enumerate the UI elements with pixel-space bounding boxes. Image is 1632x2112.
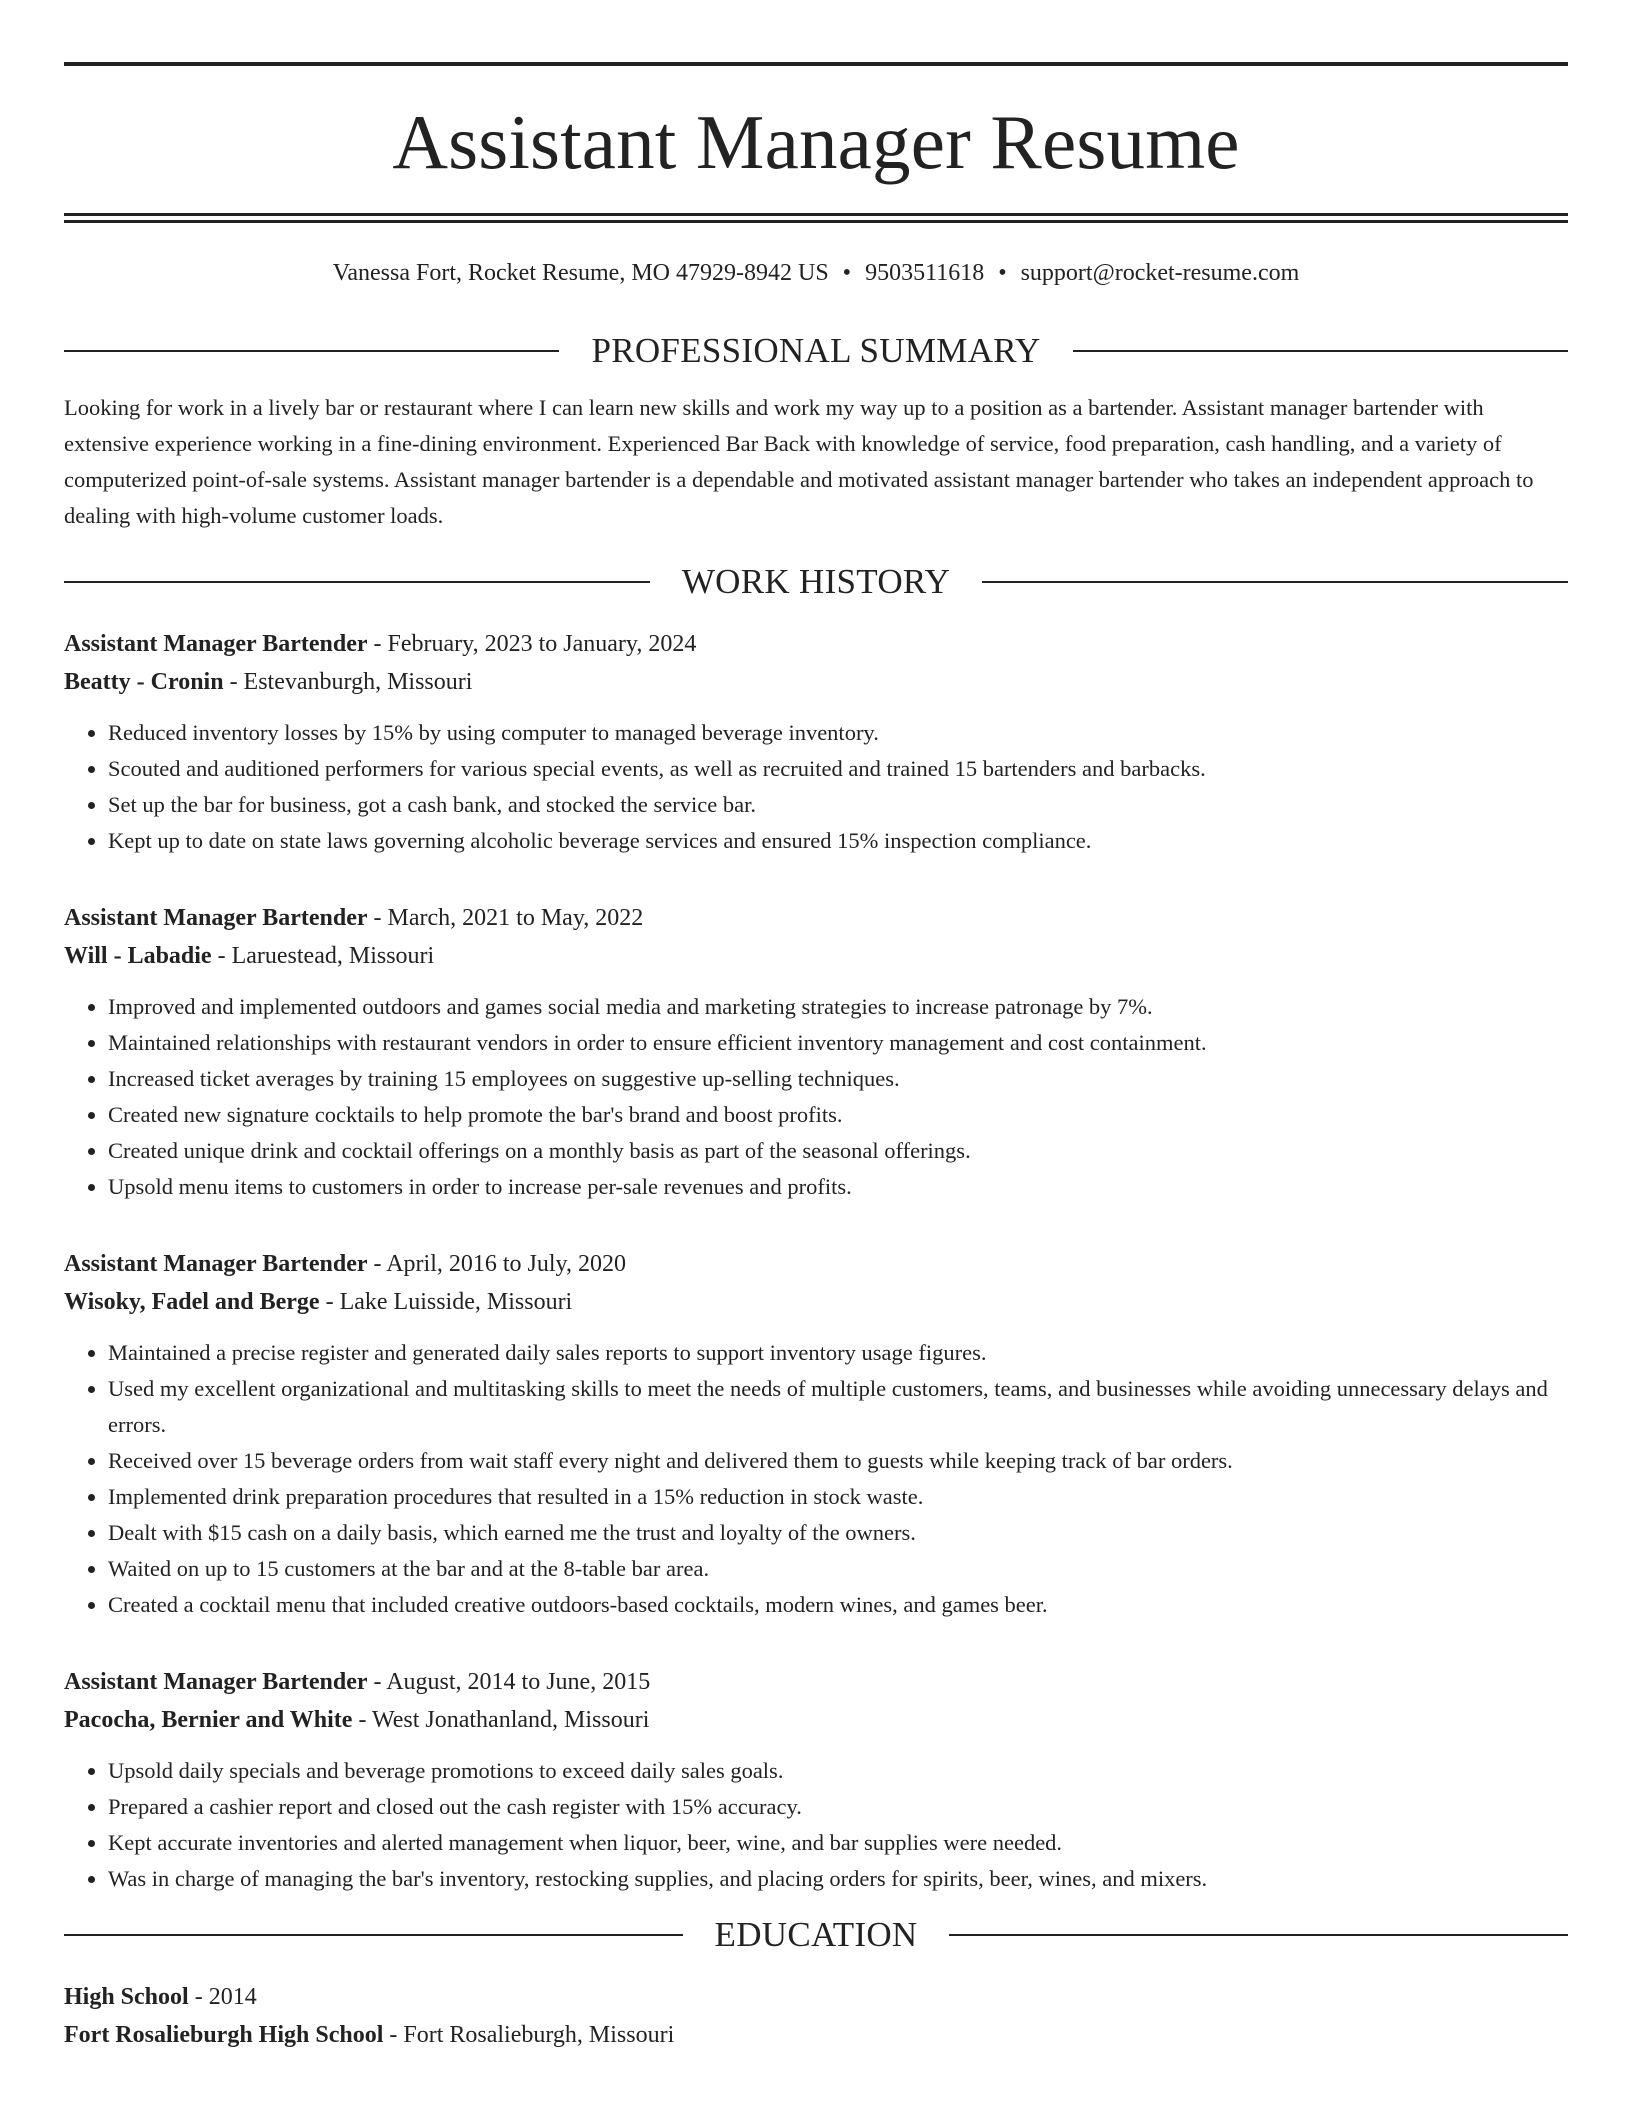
divider-line bbox=[64, 1934, 683, 1936]
job-title: Assistant Manager Bartender bbox=[64, 905, 368, 931]
top-rule bbox=[64, 62, 1568, 66]
list-item: • Maintained a precise register and generated daily sales reports to support inventory usage figures. bbox=[108, 1335, 1568, 1371]
page-title: Assistant Manager Resume bbox=[392, 99, 1240, 185]
job-title-line bbox=[64, 899, 1568, 937]
education-degree-line bbox=[64, 1978, 1568, 2016]
list-item: • Waited on up to 15 customers at the bar and at the 8-table bar area. bbox=[108, 1551, 1568, 1587]
job-location: - Laruestead, Missouri bbox=[211, 943, 435, 969]
list-item: • Created unique drink and cocktail offerings on a monthly basis as part of the seasonal offerings. bbox=[108, 1133, 1568, 1169]
divider-line bbox=[982, 581, 1568, 583]
job-title-line bbox=[64, 1663, 1568, 1701]
job-company-line bbox=[64, 1283, 1568, 1321]
education-school-line bbox=[64, 2016, 1568, 2054]
job-title-line bbox=[64, 1245, 1568, 1283]
job-company-line bbox=[64, 663, 1568, 701]
job-dates: - February, 2023 to January, 2024 bbox=[367, 631, 697, 657]
divider-line bbox=[64, 581, 650, 583]
job-entry bbox=[64, 899, 1568, 1205]
job-title: Assistant Manager Bartender bbox=[64, 1251, 368, 1277]
job-title: Assistant Manager Bartender bbox=[64, 1669, 368, 1695]
education-year: - 2014 bbox=[188, 1984, 257, 2010]
job-bullets bbox=[64, 1335, 1568, 1623]
contact-separator: • bbox=[842, 260, 852, 286]
work-heading: WORK HISTORY bbox=[681, 562, 951, 601]
job-bullets bbox=[64, 715, 1568, 859]
job-entry bbox=[64, 1245, 1568, 1623]
list-item: • Maintained relationships with restaurant vendors in order to ensure efficient inventory management and cost containment. bbox=[108, 1025, 1568, 1061]
list-item: • Upsold daily specials and beverage promotions to exceed daily sales goals. bbox=[108, 1753, 1568, 1789]
education-location: - Fort Rosalieburgh, Missouri bbox=[383, 2022, 675, 2048]
job-dates: - April, 2016 to July, 2020 bbox=[367, 1251, 626, 1277]
job-title: Assistant Manager Bartender bbox=[64, 631, 368, 657]
list-item: • Kept accurate inventories and alerted management when liquor, beer, wine, and bar supplies were needed. bbox=[108, 1825, 1568, 1861]
list-item: • Used my excellent organizational and multitasking skills to meet the needs of multiple customers, teams, and businesses while avoiding unnecessary delays and errors. bbox=[108, 1371, 1568, 1443]
job-entry bbox=[64, 1663, 1568, 1897]
contact-email: support@rocket-resume.com bbox=[1020, 260, 1300, 286]
list-item: • Created new signature cocktails to help promote the bar's brand and boost profits. bbox=[108, 1097, 1568, 1133]
education-school: Fort Rosalieburgh High School bbox=[64, 2022, 384, 2048]
list-item: • Reduced inventory losses by 15% by using computer to managed beverage inventory. bbox=[108, 715, 1568, 751]
divider-line bbox=[1073, 350, 1568, 352]
job-title-line bbox=[64, 625, 1568, 663]
list-item: • Prepared a cashier report and closed out the cash register with 15% accuracy. bbox=[108, 1789, 1568, 1825]
title-double-rule bbox=[64, 213, 1568, 223]
contact-phone: 9503511618 bbox=[865, 260, 985, 286]
job-bullets bbox=[64, 1753, 1568, 1897]
job-company: Pacocha, Bernier and White bbox=[64, 1707, 353, 1733]
job-location: - West Jonathanland, Missouri bbox=[352, 1707, 650, 1733]
list-item: • Upsold menu items to customers in order to increase per-sale revenues and profits. bbox=[108, 1169, 1568, 1205]
list-item: • Increased ticket averages by training 15 employees on suggestive up-selling techniques. bbox=[108, 1061, 1568, 1097]
job-dates: - March, 2021 to May, 2022 bbox=[367, 905, 644, 931]
contact-address: Vanessa Fort, Rocket Resume, MO 47929-8942 US bbox=[332, 260, 829, 286]
summary-section-header bbox=[64, 333, 1568, 368]
contact-separator: • bbox=[998, 260, 1007, 286]
education-degree: High School bbox=[64, 1984, 189, 2010]
summary-heading: PROFESSIONAL SUMMARY bbox=[591, 331, 1041, 370]
list-item: • Scouted and auditioned performers for various special events, as well as recruited and trained 15 bartenders and barbacks. bbox=[108, 751, 1568, 787]
list-item: • Kept up to date on state laws governing alcoholic beverage services and ensured 15% inspection compliance. bbox=[108, 823, 1568, 859]
list-item: • Improved and implemented outdoors and games social media and marketing strategies to increase patronage by 7%. bbox=[108, 989, 1568, 1025]
job-location: - Estevanburgh, Missouri bbox=[223, 669, 473, 695]
education-heading: EDUCATION bbox=[714, 1915, 918, 1954]
list-item: • Created a cocktail menu that included creative outdoors-based cocktails, modern wines, and games beer. bbox=[108, 1587, 1568, 1623]
job-company: Wisoky, Fadel and Berge bbox=[64, 1289, 320, 1315]
job-company: Beatty - Cronin bbox=[64, 669, 224, 695]
divider-line bbox=[64, 350, 559, 352]
job-location: - Lake Luisside, Missouri bbox=[319, 1289, 573, 1315]
list-item: • Implemented drink preparation procedures that resulted in a 15% reduction in stock waste. bbox=[108, 1479, 1568, 1515]
list-item: • Received over 15 beverage orders from wait staff every night and delivered them to guests while keeping track of bar orders. bbox=[108, 1443, 1568, 1479]
list-item: • Was in charge of managing the bar's inventory, restocking supplies, and placing orders for spirits, beer, wines, and mixers. bbox=[108, 1861, 1568, 1897]
job-dates: - August, 2014 to June, 2015 bbox=[367, 1669, 651, 1695]
divider-line bbox=[949, 1934, 1568, 1936]
contact-line bbox=[64, 261, 1568, 285]
list-item: • Set up the bar for business, got a cash bank, and stocked the service bar. bbox=[108, 787, 1568, 823]
summary-text: Looking for work in a lively bar or restaurant where I can learn new skills and work my way up to a position as a bartender. Assistant manager bartender with extensive experience working in a fine-dining environment. Experienced Bar Back with knowledge of service, food preparation, cash handling, and a variety of computerized point-of-sale systems. Assistant manager bartender is a dependable and motivated assistant manager bartender who takes an independent approach to dealing with high-volume customer loads. bbox=[64, 395, 1534, 528]
job-company-line bbox=[64, 1701, 1568, 1739]
education-section-header bbox=[64, 1917, 1568, 1952]
education-entry bbox=[64, 1978, 1568, 2054]
job-entry bbox=[64, 625, 1568, 859]
job-bullets bbox=[64, 989, 1568, 1205]
list-item: • Dealt with $15 cash on a daily basis, which earned me the trust and loyalty of the owners. bbox=[108, 1515, 1568, 1551]
job-company: Will - Labadie bbox=[64, 943, 212, 969]
job-company-line bbox=[64, 937, 1568, 975]
work-section-header bbox=[64, 564, 1568, 599]
